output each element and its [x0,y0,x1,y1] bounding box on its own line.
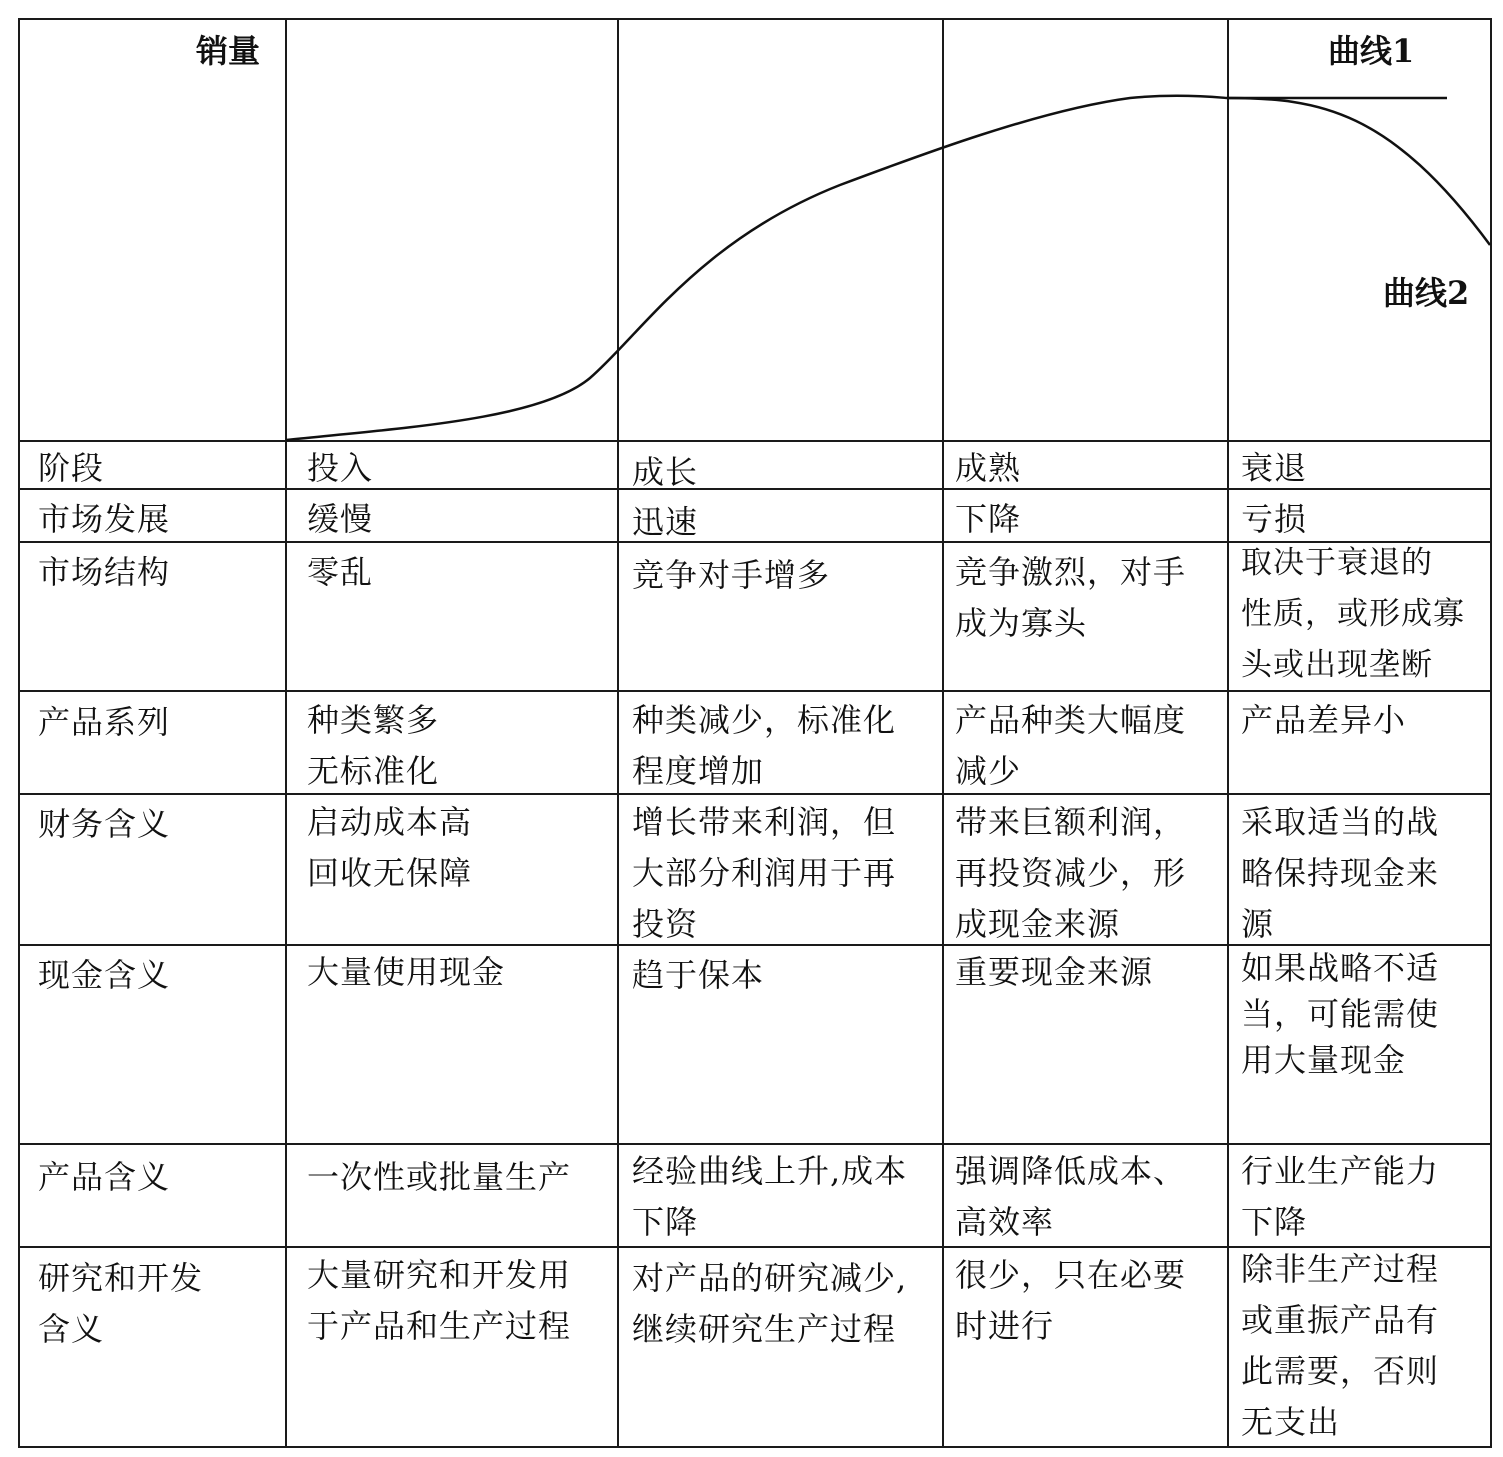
table-cell: 迅速 [632,503,699,541]
table-cell: 产品种类大幅度 减少 [955,701,1187,790]
table-cell: 经验曲线上升,成本 下降 [632,1152,908,1241]
row-label-market-structure: 市场结构 [38,553,171,591]
row-label-rnd-implication: 研究和开发 含义 [38,1259,204,1348]
y-axis-label: 销量 [196,32,261,70]
row-label-product-line: 产品系列 [38,703,171,741]
stage-decline: 衰退 [1241,449,1308,487]
table-cell: 亏损 [1241,500,1308,538]
table-cell: 增长带来利润，但 大部分利润用于再 投资 [632,803,897,943]
table-cell: 行业生产能力 下降 [1241,1152,1440,1241]
table-cell: 下降 [955,500,1022,538]
table-cell: 零乱 [307,553,374,591]
stage-growth: 成长 [632,453,699,491]
stage-introduction: 投入 [307,449,374,487]
table-cell: 竞争对手增多 [632,556,831,594]
table-cell: 竞争激烈，对手 成为寡头 [955,553,1187,642]
table-cell: 产品差异小 [1241,701,1407,739]
lifecycle-curve-path [286,96,1227,440]
row-label-financial-implication: 财务含义 [38,805,171,843]
table-cell: 趋于保本 [632,956,765,994]
table-cell: 如果战略不适 当，可能需使 用大量现金 [1241,949,1440,1079]
table-cell: 种类繁多 无标准化 [307,701,440,790]
stage-maturity: 成熟 [955,449,1022,487]
table-cell: 除非生产过程 或重振产品有 此需要，否则 无支出 [1241,1250,1440,1441]
table-cell: 缓慢 [307,500,374,538]
row-label-product-implication: 产品含义 [38,1158,171,1196]
table-cell: 取决于衰退的 性质，或形成寡 头或出现垄断 [1241,545,1465,683]
table-cell: 强调降低成本、 高效率 [955,1152,1187,1241]
row-label-cash-implication: 现金含义 [38,956,171,994]
curve2-label: 曲线2 [1383,274,1470,312]
table-cell: 大量研究和开发用 于产品和生产过程 [307,1256,572,1345]
table-cell: 启动成本高 回收无保障 [307,803,473,892]
table-cell: 大量使用现金 [307,953,506,991]
table-cell: 带来巨额利润， 再投资减少，形 成现金来源 [955,803,1187,943]
row-label-market-development: 市场发展 [38,500,171,538]
table-cell: 种类减少，标准化 程度增加 [632,701,897,790]
table-cell: 重要现金来源 [955,953,1154,991]
stage-header-label: 阶段 [38,449,105,487]
table-cell: 采取适当的战 略保持现金来 源 [1241,803,1440,943]
table-cell: 很少，只在必要 时进行 [955,1256,1187,1345]
curve1-label: 曲线1 [1328,32,1415,70]
curve2-line [1227,98,1490,245]
table-cell: 一次性或批量生产 [307,1158,572,1196]
table-cell: 对产品的研究减少, 继续研究生产过程 [632,1259,908,1348]
